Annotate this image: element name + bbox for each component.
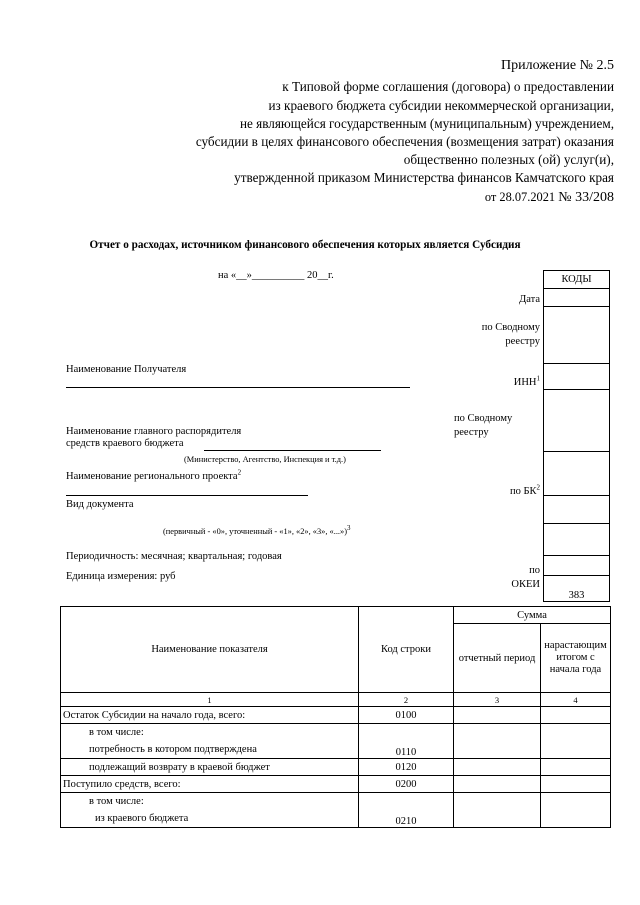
table-row xyxy=(61,759,611,776)
codes-table xyxy=(543,270,610,602)
label-inn-footnote: 1 xyxy=(536,374,540,383)
doc-type-label: Вид документа xyxy=(66,499,134,510)
appendix-line-1: Приложение № 2.5 xyxy=(501,58,614,73)
row-reporting-value[interactable] xyxy=(454,724,541,759)
appendix-line-7: утвержденной приказом Министерства финансов Камчатского края xyxy=(234,170,614,185)
row-name: подлежащий возврату в краевой бюджет xyxy=(61,759,359,776)
appendix-line-6: общественно полезных (ой) услуг(и), xyxy=(403,152,614,167)
col-number-4: 4 xyxy=(541,693,611,707)
label-svod2: по Сводному реестру xyxy=(454,413,513,438)
row-reporting-value[interactable] xyxy=(454,776,541,793)
label-svod1: по Сводному реестру xyxy=(481,322,540,347)
table-row xyxy=(61,776,611,793)
doc-type-footnote: 3 xyxy=(347,524,351,533)
codes-header: КОДЫ xyxy=(544,271,610,289)
appendix-line-3: из краевого бюджета субсидии некоммерческой организации, xyxy=(268,98,614,113)
row-cumulative-value[interactable] xyxy=(541,793,611,828)
code-bk-cell[interactable] xyxy=(544,496,610,524)
row-cumulative-value[interactable] xyxy=(541,776,611,793)
row-cumulative-value[interactable] xyxy=(541,759,611,776)
row-name-line-1: в том числе: xyxy=(89,727,144,738)
code-okei-cell: 383 xyxy=(544,576,610,602)
label-bk-text: по БК xyxy=(509,486,537,497)
row-cumulative-value[interactable] xyxy=(541,707,611,724)
table-row xyxy=(61,707,611,724)
doc-type-hint-text: (первичный - «0», уточненный - «1», «2», «3», «...») xyxy=(163,527,348,536)
table-row xyxy=(61,793,611,828)
doc-type-hint xyxy=(163,524,351,536)
col-number-1: 1 xyxy=(61,693,359,707)
row-reporting-value[interactable] xyxy=(454,759,541,776)
label-inn-text: ИНН xyxy=(513,377,537,388)
row-code: 0210 xyxy=(359,793,454,828)
manager-label-2: средств краевого бюджета xyxy=(66,438,184,449)
row-name xyxy=(61,793,359,828)
project-line[interactable] xyxy=(66,495,308,496)
report-date-line: на «__»__________ 20__г. xyxy=(218,270,334,281)
code-svod2-cell[interactable] xyxy=(544,390,610,452)
header-cumulative: нарастающим итогом с начала года xyxy=(541,624,611,693)
code-svod1-cell[interactable] xyxy=(544,307,610,364)
row-cumulative-value[interactable] xyxy=(541,724,611,759)
header-reporting: отчетный период xyxy=(454,624,541,693)
row-name-line-2: из краевого бюджета xyxy=(95,813,189,824)
project-footnote: 2 xyxy=(237,468,242,477)
manager-line[interactable] xyxy=(204,450,381,451)
code-date-cell[interactable] xyxy=(544,289,610,307)
row-code: 0100 xyxy=(359,707,454,724)
row-code: 0110 xyxy=(359,724,454,759)
label-inn xyxy=(514,376,540,390)
project-label-text: Наименование регионального проекта xyxy=(66,471,238,482)
row-name-line-2: потребность в котором подтверждена xyxy=(89,744,257,755)
appendix-date-line xyxy=(485,190,614,206)
appendix-number: № 33/208 xyxy=(558,190,614,205)
col-number-3: 3 xyxy=(454,693,541,707)
row-name xyxy=(61,724,359,759)
code-empty-cell[interactable] xyxy=(544,452,610,496)
appendix-line-2: к Типовой форме соглашения (договора) о предоставлении xyxy=(282,79,614,94)
row-reporting-value[interactable] xyxy=(454,707,541,724)
row-code: 0120 xyxy=(359,759,454,776)
label-okei-po: по xyxy=(529,565,540,576)
code-inn-cell[interactable] xyxy=(544,364,610,390)
label-bk xyxy=(510,485,540,499)
manager-label-1: Наименование главного распорядителя xyxy=(66,426,242,437)
header-name: Наименование показателя xyxy=(61,607,359,693)
recipient-label: Наименование Получателя xyxy=(66,364,187,375)
report-title: Отчет о расходах, источником финансового обеспечения которых является Субсидия xyxy=(89,239,521,251)
project-label xyxy=(66,468,242,482)
label-bk-footnote: 2 xyxy=(536,483,540,492)
appendix-line-4: не являющейся государственным (муниципальным) учреждением, xyxy=(239,116,614,131)
label-okei: ОКЕИ xyxy=(511,579,540,590)
row-code: 0200 xyxy=(359,776,454,793)
row-name: Остаток Субсидии на начало года, всего: xyxy=(61,707,359,724)
row-reporting-value[interactable] xyxy=(454,793,541,828)
label-date: Дата xyxy=(519,294,540,305)
col-number-2: 2 xyxy=(359,693,454,707)
manager-hint: (Министерство, Агентство, Инспекция и т.д.) xyxy=(184,455,346,464)
appendix-line-5: субсидии в целях финансового обеспечения (возмещения затрат) оказания xyxy=(195,134,614,149)
code-doc-cell[interactable] xyxy=(544,524,610,556)
unit-label: Единица измерения: руб xyxy=(66,571,176,582)
recipient-line[interactable] xyxy=(66,387,410,388)
periodicity-label: Периодичность: месячная; квартальная; годовая xyxy=(66,551,282,562)
row-name-line-1: в том числе: xyxy=(89,796,144,807)
header-sum: Сумма xyxy=(454,607,611,624)
header-code: Код строки xyxy=(359,607,454,693)
code-period-cell[interactable] xyxy=(544,556,610,576)
table-row xyxy=(61,724,611,759)
appendix-date: от 28.07.2021 xyxy=(484,190,556,204)
row-name: Поступило средств, всего: xyxy=(61,776,359,793)
expense-table xyxy=(60,606,611,828)
